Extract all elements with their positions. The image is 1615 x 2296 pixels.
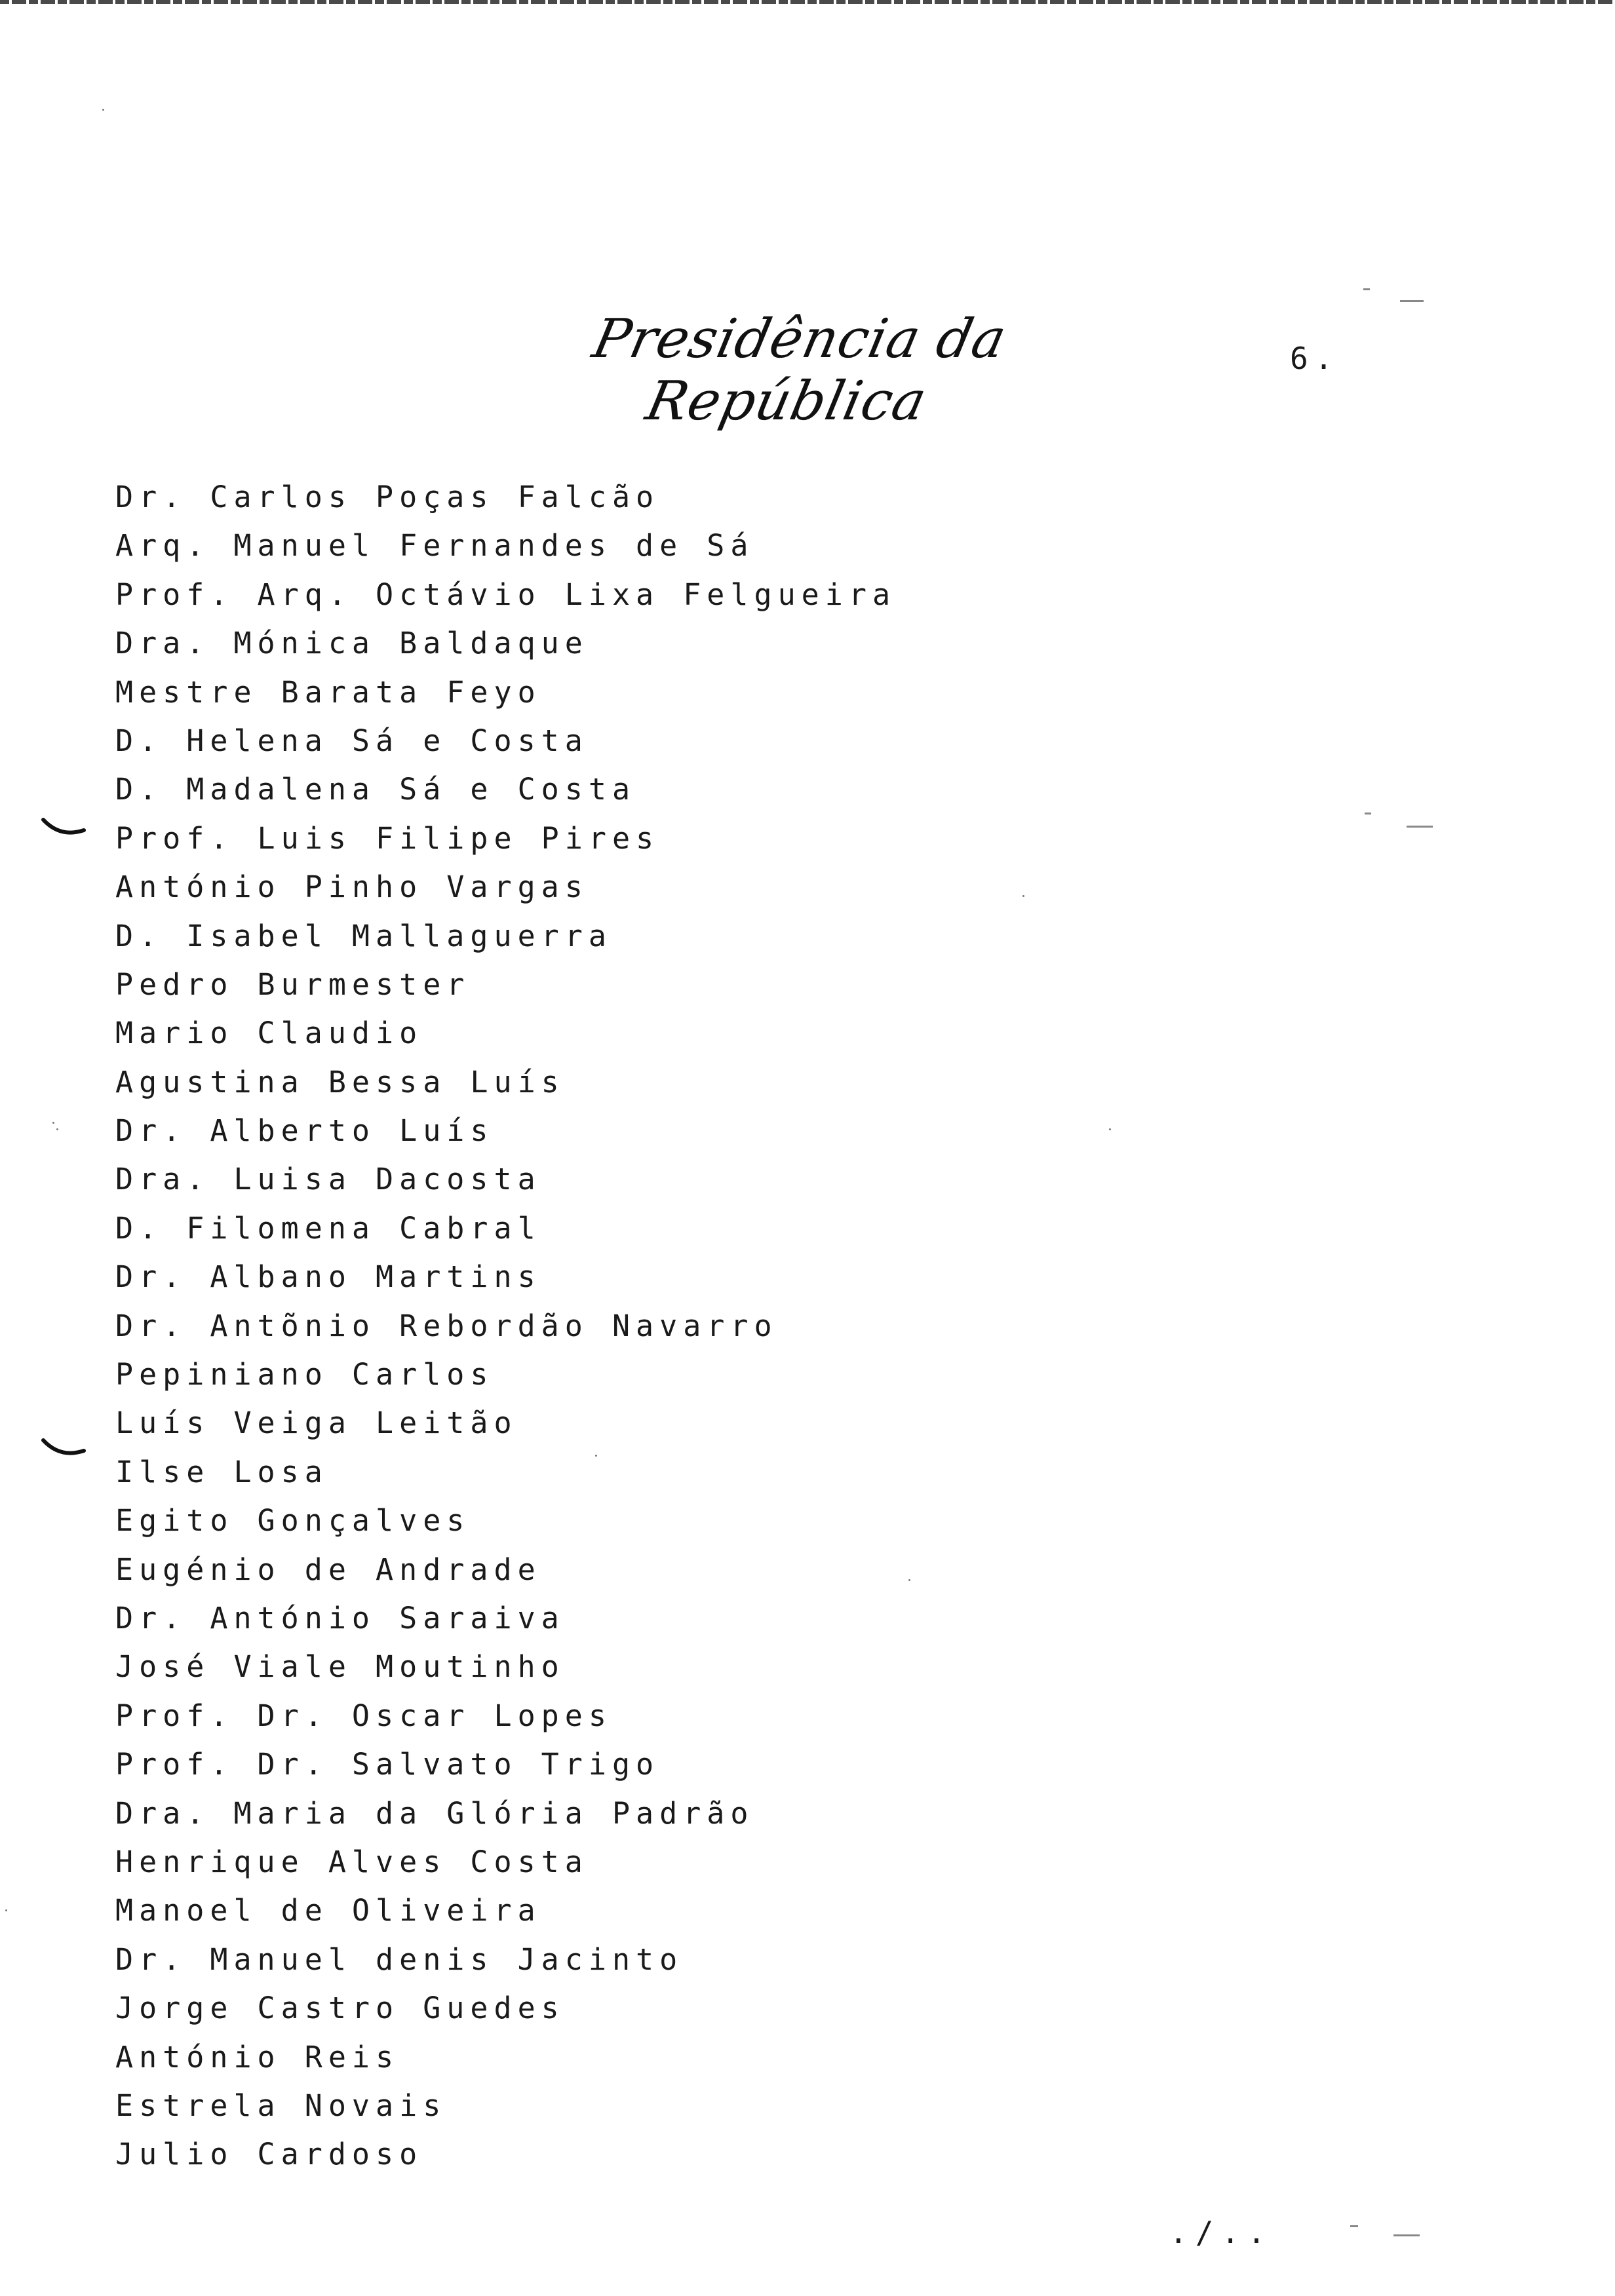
- check-mark-icon: [41, 816, 87, 842]
- continuation-mark: ./..: [1169, 2215, 1274, 2250]
- list-item: Estrela Novais: [115, 2088, 447, 2123]
- scan-mark: [1350, 2225, 1358, 2227]
- list-item: Prof. Arq. Octávio Lixa Felgueira: [115, 577, 897, 612]
- scan-speck: [595, 1455, 597, 1457]
- list-item: D. Filomena Cabral: [115, 1210, 541, 1246]
- list-item: Prof. Dr. Oscar Lopes: [115, 1698, 612, 1733]
- list-item: Jorge Castro Guedes: [115, 1991, 565, 2026]
- list-item: Manoel de Oliveira: [115, 1893, 541, 1928]
- list-item: Agustina Bessa Luís: [115, 1064, 565, 1100]
- letterhead-title: Presidência da República: [587, 308, 1012, 432]
- scan-speck: [1109, 1128, 1111, 1130]
- list-item: António Reis: [115, 2039, 400, 2075]
- check-mark-icon: [41, 1436, 87, 1463]
- scan-speck: [56, 1128, 58, 1130]
- scan-mark: [1400, 300, 1424, 302]
- list-item: D. Isabel Mallaguerra: [115, 918, 612, 953]
- list-item: Pedro Burmester: [115, 966, 471, 1002]
- names-list: [115, 473, 896, 2179]
- list-item: Dr. António Saraiva: [115, 1600, 565, 1636]
- list-item: Mario Claudio: [115, 1016, 423, 1051]
- list-item: D. Madalena Sá e Costa: [115, 772, 636, 807]
- list-item: António Pinho Vargas: [115, 870, 589, 905]
- list-item: Luís Veiga Leitão: [115, 1406, 518, 1441]
- list-item: Eugénio de Andrade: [115, 1552, 541, 1587]
- list-item: Prof. Dr. Salvato Trigo: [115, 1747, 660, 1782]
- list-item: Julio Cardoso: [115, 2137, 423, 2172]
- list-item: Henrique Alves Costa: [115, 1844, 589, 1879]
- scan-mark: [1363, 288, 1370, 290]
- scan-mark: [1393, 2234, 1420, 2236]
- list-item: Dr. Manuel denis Jacinto: [115, 1942, 684, 1977]
- list-item: José Viale Moutinho: [115, 1649, 565, 1685]
- scan-speck: [908, 1579, 910, 1581]
- list-item: Dra. Mónica Baldaque: [115, 626, 589, 661]
- list-item: Egito Gonçalves: [115, 1503, 471, 1539]
- scan-speck: [5, 1909, 7, 1911]
- list-item: D. Helena Sá e Costa: [115, 723, 589, 758]
- list-item: Dra. Maria da Glória Padrão: [115, 1795, 754, 1831]
- list-item: Ilse Losa: [115, 1454, 328, 1489]
- list-item: Prof. Luis Filipe Pires: [115, 820, 660, 856]
- list-item: Pepiniano Carlos: [115, 1357, 494, 1392]
- list-item: Dra. Luisa Dacosta: [115, 1162, 541, 1197]
- scan-speck: [52, 1122, 54, 1124]
- top-edge-rule: [0, 0, 1615, 4]
- scan-speck: [102, 109, 104, 111]
- list-item: Dr. Albano Martins: [115, 1259, 541, 1295]
- list-item: Dr. Alberto Luís: [115, 1113, 494, 1149]
- list-item: Dr. Carlos Poças Falcão: [115, 480, 660, 514]
- list-item: Mestre Barata Feyo: [115, 674, 541, 710]
- scan-mark: [1407, 826, 1433, 828]
- scan-speck: [1022, 895, 1024, 897]
- list-item: Dr. Antõnio Rebordão Navarro: [115, 1308, 778, 1343]
- list-item: Arq. Manuel Fernandes de Sá: [115, 528, 754, 564]
- scan-mark: [1365, 813, 1371, 814]
- page-number: 6.: [1290, 341, 1340, 376]
